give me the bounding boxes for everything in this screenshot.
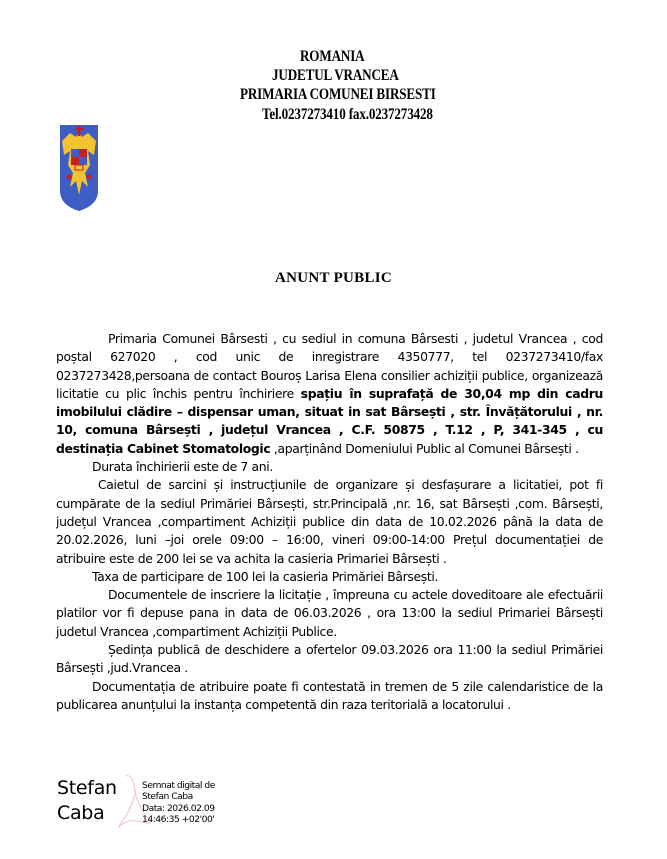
header-country: ROMANIA [300,48,365,65]
paragraph-duration: Durata închirierii este de 7 ani. [92,459,273,475]
paragraph-opening-session: Ședința publică de deschidere a ofertelor 09.03.2026 ora 11:00 la sediul Primăriei Bârsești ,jud.Vrancea . [56,642,603,676]
header-county: JUDETUL VRANCEA [272,67,399,84]
intro-text: Primaria Comunei Bârsesti , cu sediul in comuna Bârsesti , judetul Vrancea , cod poștal 627020 , cod unic de inregistrare 4350777, tel 0237273410/fax 0237273428,persoana de contact Bouroș Larisa Elena consilier achiziții publice, organizează licitatie cu plic închis pentru închiriere [56,331,603,401]
digital-signature-info [142,780,215,825]
romania-coat-of-arms-icon [58,121,100,213]
signature-label: Semnat digital de [142,780,215,791]
document-title: ANUNT PUBLIC [274,270,393,286]
signature-name [57,776,117,826]
property-description: spațiu în suprafață de 30,04 mp din cadru imobilului clădire – dispensar uman, situat in sat Bârsești , str. Învățătorului , nr. 10, comuna Bârsești , județul Vrancea , C.F. 50875 , T.12 , P, 341-345 , cu destinația Cabinet Stomatologic [56,385,603,456]
signature-last-name: Caba [57,802,105,824]
paragraph-fee: Taxa de participare de 100 lei la casieria Primăriei Bârsești. [92,568,439,584]
signature-signer: Stefan Caba [142,791,193,803]
signature-first-name: Stefan [57,777,117,799]
signature-time: 14:46:35 +02'00' [142,813,215,825]
paragraph-contest: Documentația de atribuire poate fi contestată in tremen de 5 zile calendaristice de la publicarea anunțului la instanța competentă din raza teritorială a locatorului . [56,678,603,712]
intro-text-end: ,aparținând Domeniului Public al Comunei Bârsești . [270,440,579,456]
header-contact: Tel.0237273410 fax.0237273428 [262,106,433,123]
announcement-body [56,330,603,714]
paragraph-submission: Documentele de inscriere la licitație , împreuna cu actele doveditoare ale efectuării platilor vor fi depuse pana in data de 06.03.2026 , ora 13:00 la sediul Primariei Bârsești judetul Vrancea ,compartiment Achiziții Publice. [56,587,603,639]
paragraph-intro [56,330,603,458]
signature-date: Data: 2026.02.09 [142,802,215,814]
header-institution: PRIMARIA COMUNEI BIRSESTI [240,86,436,103]
paragraph-documents: Caietul de sarcini și instrucțiunile de organizare și desfașurare a licitatiei, pot fi cumpărate de la sediul Primăriei Bârsești, str.Principală ,nr. 16, sat Bârsești ,com. Bârsești, județul Vrancea ,compartiment Achiziții publice din data de 10.02.2026 până la data de 20.02.2026, luni –joi orele 09:00 – 16:00, vineri 09:00-14:00 Prețul documentației de atribuire este de 200 lei se va achita la casieria Primariei Bârsești . [56,477,603,566]
